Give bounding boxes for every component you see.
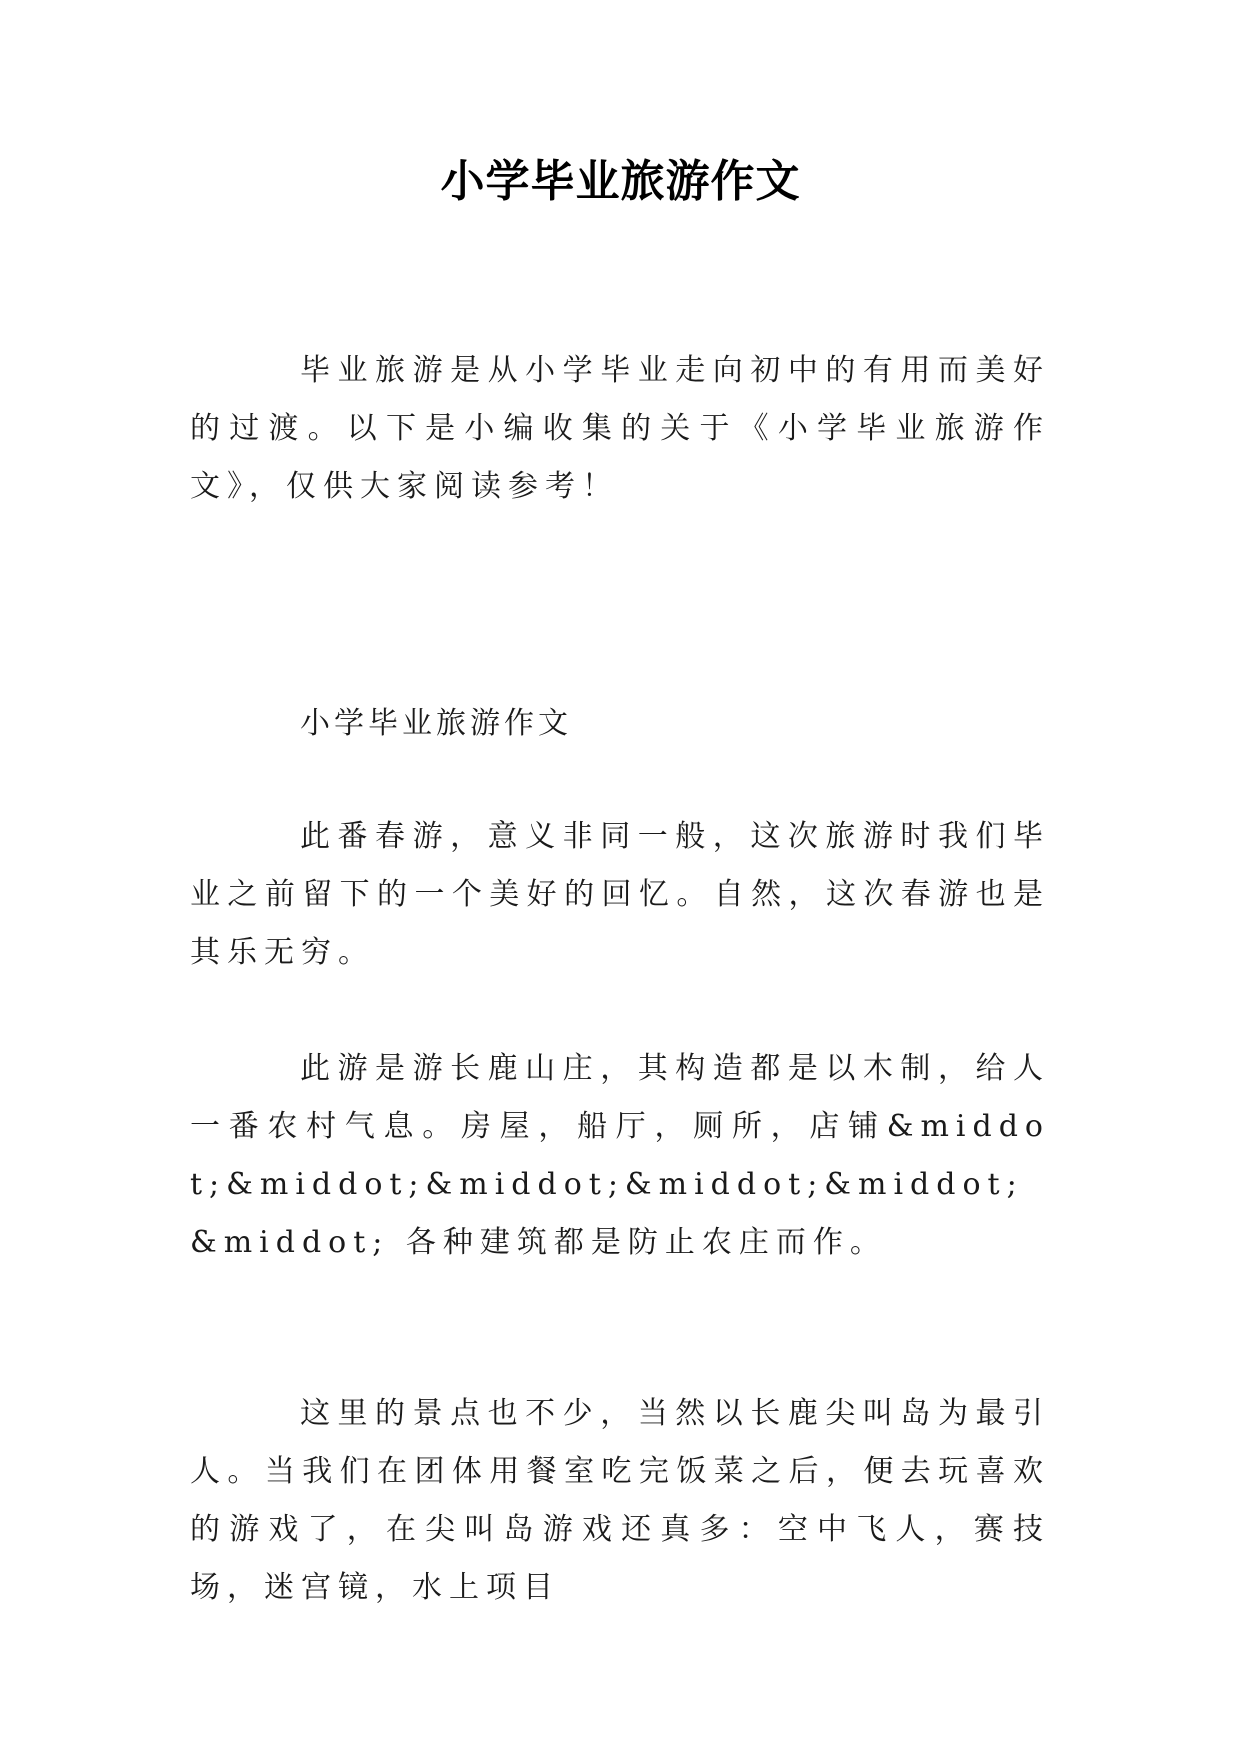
body-paragraph-2: 此游是游长鹿山庄，其构造都是以木制，给人一番农村气息。房屋，船厅，厕所，店铺&middot;&middot;&middot;&middot;&middot;&middot; 各种建筑都是防止农庄而作。 [190, 1051, 1050, 1260]
body-paragraph-1: 此番春游，意义非同一般，这次旅游时我们毕业之前留下的一个美好的回忆。自然，这次春游也是其乐无穷。 [190, 819, 1050, 970]
document-title: 小学毕业旅游作文 [440, 156, 801, 207]
section-subheading: 小学毕业旅游作文 [300, 706, 572, 741]
intro-paragraph: 毕业旅游是从小学毕业走向初中的有用而美好的过渡。以下是小编收集的关于《小学毕业旅游作文》，仅供大家阅读参考！ [190, 353, 1050, 504]
body-paragraph-3: 这里的景点也不少，当然以长鹿尖叫岛为最引人。当我们在团体用餐室吃完饭菜之后，便去玩喜欢的游戏了，在尖叫岛游戏还真多：空中飞人，赛技场，迷宫镜，水上项目 [190, 1396, 1050, 1605]
